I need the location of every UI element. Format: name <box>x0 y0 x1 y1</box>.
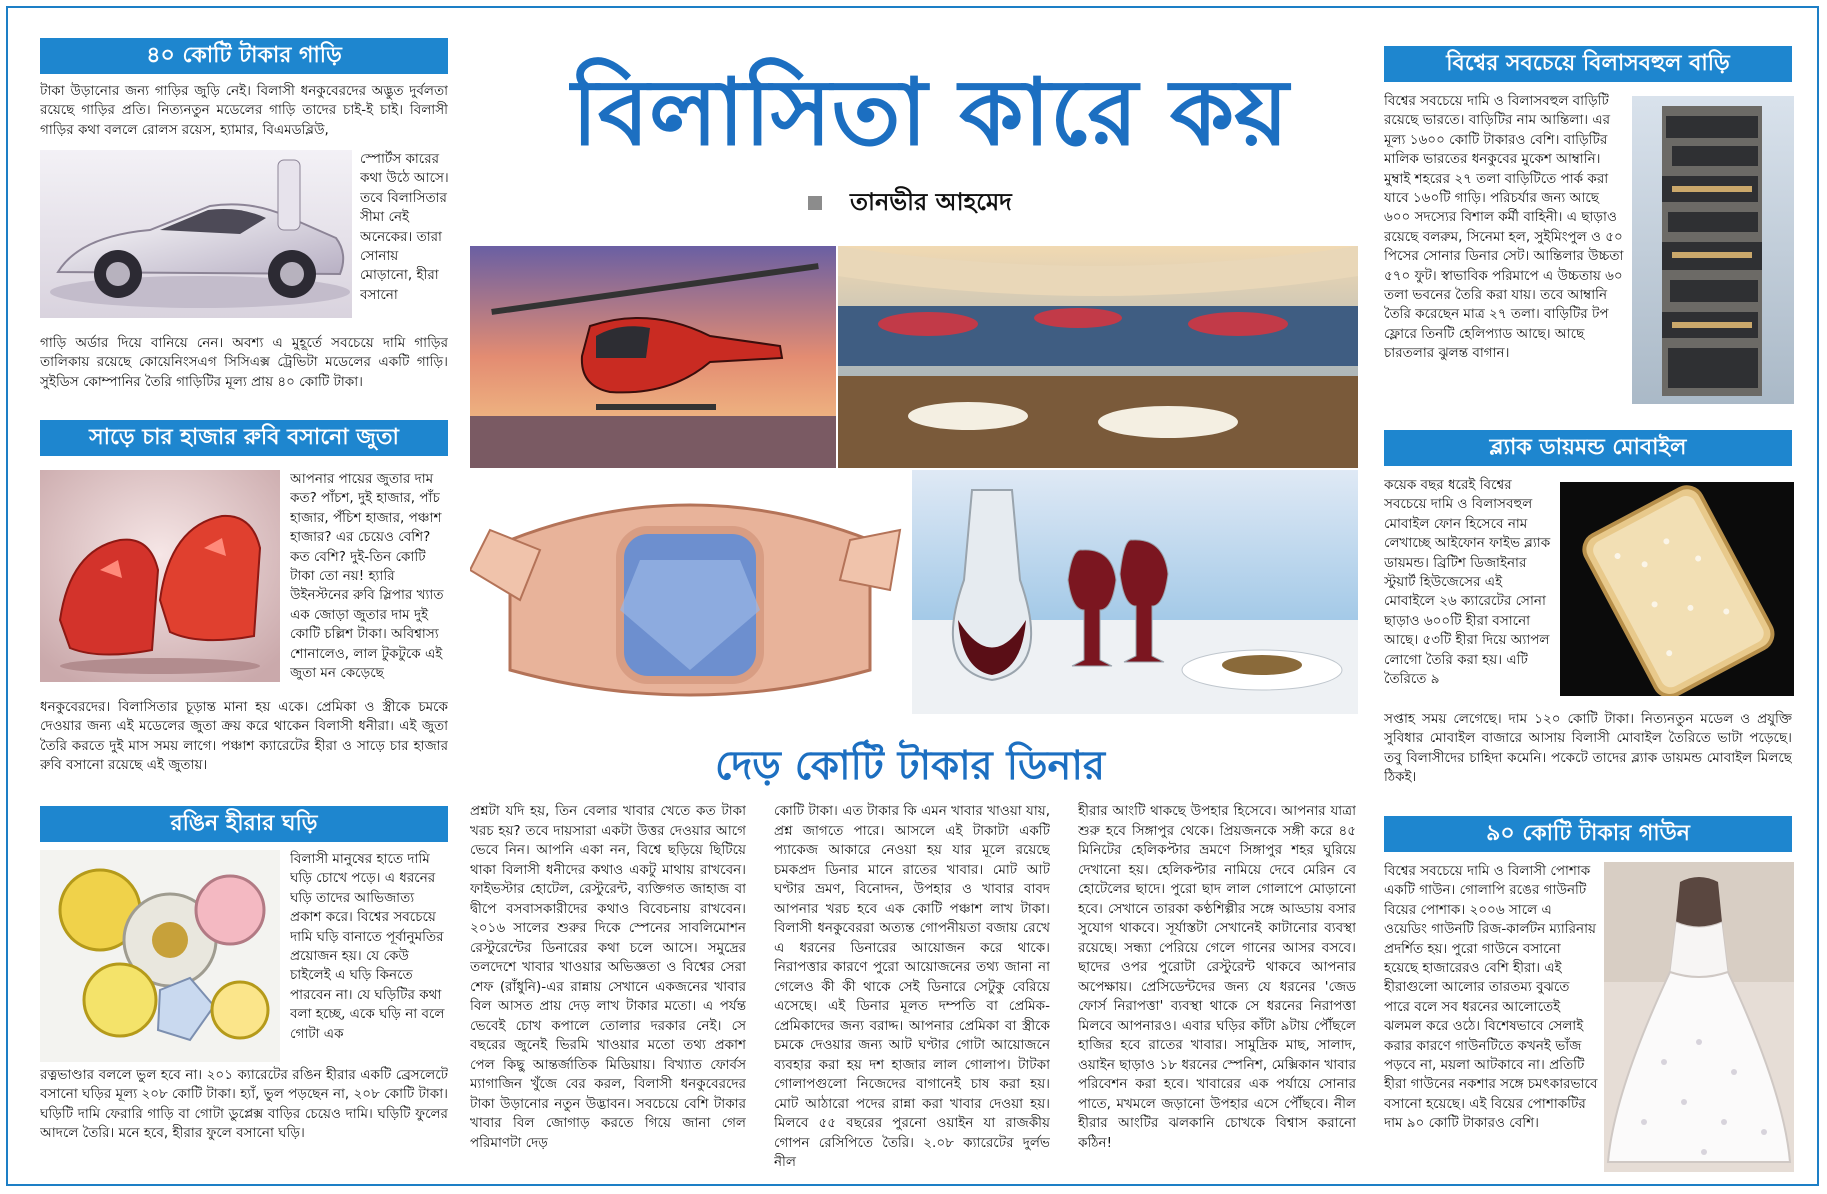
watch-text-side: বিলাসী মানুষের হাতে দামি ঘড়ি চোখে পড়ে। এ ধরনের ঘড়ি তাদের আভিজাত্য প্রকাশ করে। বিশ্বের সবচেয়ে দামি ঘড়ি বানাতে পূর্বানুমতির প্রয়োজন হয়। যে কেউ চাইলেই এ ঘড়ি কিনতে পারবেন না। যে ঘড়িটির কথা বলা হচ্ছে, একে ঘড়ি না বলে গোটা এক <box>290 851 445 1042</box>
dinner-column-1: প্রশ্নটা যদি হয়, তিন বেলার খাবার খেতে কত টাকা খরচ হয়? তবে দায়সারা একটা উত্তর দেওয়ার আগে ভেবে নিন। আপনি একা নন, বিশ্বে ছড়িয়ে ছিটিয়ে থাকা বিলাসী ধনীদের কথাও একটু মাথায় রাখবেন। ফাইভস্টার হোটেল, রেস্টুরেন্ট, ব্যক্তিগত জাহাজ বা দ্বীপে বসবাসকারীদের কথাও বিবেচনায় রাখবেন। ২০১৬ সালের শুরুর দিকে স্পেনের সাবলিমোশন রেস্টুরেন্টের ডিনারের কথা চলে আসে। সমুদ্রের তলদেশে খাবার খাওয়ার অভিজ্ঞতা ও বিশ্বের সেরা শেফ (রাঁধুনি)-এর রান্নায় সেখানে একজনের খাবার বিল আসত প্রায় দেড় লাখ টাকার মতো। এ পর্যন্ত ভেবেই চোখ কপালে তোলার দরকার নেই। সে বছরের জুনেই ভিরমি খাওয়ার মতো তথ্য প্রকাশ পেল কিছু আন্তর্জাতিক মিডিয়ায়। বিখ্যাত ফোর্বস ম্যাগাজিন খুঁজে বের করল, বিলাসী ধনকুবেরদের টাকা উড়ানোর নতুন উদ্ভাবন। সবচেয়ে বেশি টাকার খাবার বিল জোগাড় করতে গিয়ে জানা গেল পরিমাণটা দেড় <box>470 803 746 1151</box>
car-section-heading: ৪০ কোটি টাকার গাড়ি <box>40 38 448 74</box>
mobile-section-heading: ব্ল্যাক ডায়মন্ড মোবাইল <box>1384 430 1792 466</box>
shoes-text-side: আপনার পায়ের জুতার দাম কত? পাঁচশ, দুই হাজার, পাঁচ হাজার, পঁচিশ হাজার, পঞ্চাশ হাজার? এর চেয়েও বেশি? কত বেশি? দুই-তিন কোটি টাকা তো নয়! হ্যারি উইনস্টনের রুবি স্লিপার খ্যাত এক জোড়া জুতার দাম দুই কোটি চল্লিশ টাকা। অবিশ্বাস্য শোনালেও, লাল টুকটুকে এই জুতা মন কেড়েছে <box>290 471 444 682</box>
mobile-text-bottom: সপ্তাহ সময় লেগেছে। দাম ১২০ কোটি টাকা। নিত্যনতুন মডেল ও প্রযুক্তি সুবিধার মোবাইল বাজারে আসায় বিলাসী মোবাইল তৈরিতে ভাটা পড়েছে। তবু বিলাসীদের চাহিদা কমেনি। পকেটে তাদের ব্ল্যাক ডায়মন্ড মোবাইল মিলছে ঠিকই। <box>1384 711 1792 786</box>
gown-text: বিশ্বের সবচেয়ে দামি ও বিলাসী পোশাক একটি গাউন। গোলাপি রঙের গাউনটি বিয়ের পোশাক। ২০০৬ সালে এ ওয়েডিং গাউনটি রিজ-কার্লটন ম্যারিনায় প্রদর্শিত হয়। পুরো গাউনে বসানো হয়েছে হাজারেরও বেশি হীরা। এই হীরাগুলো আলোর তারতম্য বুঝতে পারে বলে সব ধরনের আলোতেই ঝলমল করে ওঠে। বিশেষভাবে সেলাই করার কারণে গাউনটিতে কখনই ভাঁজ পড়বে না, ময়লা আটকাবে না। প্রতিটি হীরা গাউনের নকশার সঙ্গে চমৎকারভাবে বসানো হয়েছে। এই বিয়ের পোশাকটির দাম ৯০ কোটি টাকারও বেশি। <box>1384 863 1598 1132</box>
car-photo <box>40 150 352 318</box>
dinner-heading: দেড় কোটি টাকার ডিনার <box>715 743 1105 789</box>
byline-bullet <box>808 196 822 210</box>
page-headline: বিলাসিতা কারে কয় <box>571 59 1289 166</box>
gown-section-heading: ৯০ কোটি টাকার গাউন <box>1384 816 1792 852</box>
wine-dinner-photo <box>912 470 1358 714</box>
byline: তানভীর আহমেদ <box>850 188 1012 216</box>
rooftop-restaurant-photo <box>838 246 1358 468</box>
ruby-shoes-photo <box>40 470 280 682</box>
dinner-column-2: কোটি টাকা। এত টাকার কি এমন খাবার খাওয়া যায়, প্রশ্ন জাগতে পারে। আসলে এই টাকাটা একটি প্যাকেজ আকারে নেওয়া হয় যার মূলে রয়েছে চমকপ্রদ ডিনার মানে রাতের খাবার। মোট আট ঘণ্টার ভ্রমণ, বিনোদন, উপহার ও খাবার বাবদ আপনার খরচ হবে এক কোটি পঞ্চাশ লাখ টাকা। বিলাসী ধনকুবেররা অত্যন্ত গোপনীয়তা বজায় রেখে এ ধরনের ডিনারের আয়োজন করে থাকে। নিরাপত্তার কারণে পুরো আয়োজনের তথ্য জানা না গেলেও কী কী থাকে সেই ডিনারে সেটুকু বেরিয়ে এসেছে। এই ডিনার মূলত দম্পতি বা প্রেমিক-প্রেমিকাদের জন্য বরাদ্দ। আপনার প্রেমিকা বা স্ত্রীকে চমকে দেওয়ার জন্য আট ঘণ্টার গোটা আয়োজনে ব্যবহার করা হয় দশ হাজার লাল গোলাপ। টাটকা গোলাপগুলো নিজেদের বাগানেই চাষ করা হয়। মোট আঠারো পদের রান্না করা খাবার দেওয়া হয়। মিলবে ৫৫ বছরের পুরনো ওয়াইন যা রাজকীয় গোপন রেসিপিতে তৈরি। ২.০৮ ক্যারেটের দুর্লভ নীল <box>774 803 1050 1170</box>
helicopter-photo <box>470 246 836 468</box>
car-text-side: স্পোর্টস কারের কথা উঠে আসে। তবে বিলাসিতার সীমা নেই অনেকের। তারা সোনায় মোড়ানো, হীরা বসানো <box>360 151 449 303</box>
house-text: বিশ্বের সবচেয়ে দামি ও বিলাসবহুল বাড়িটি রয়েছে ভারতে। বাড়িটির নাম আন্তিলা। এর মূল্য ১৬০০ কোটি টাকারও বেশি। বাড়িটির মালিক ভারতের ধনকুবের মুকেশ আম্বানি। মুম্বাই শহরের ২৭ তলা বাড়িটিতে পার্ক করা যাবে ১৬০টি গাড়ি। পরিচর্যার জন্য আছে ৬০০ সদস্যের বিশাল কর্মী বাহিনী। এ ছাড়াও রয়েছে বলরুম, সিনেমা হল, সুইমিংপুল ও ৫০ পিসের সোনার ডিনার সেট। আন্তিলার উচ্চতা ৫৭০ ফুট। স্বাভাবিক পরিমাপে এ উচ্চতায় ৬০ তলা ভবনের তৈরি করা যায়। তবে আম্বানি তৈরি করেছেন মাত্র ২৭ তলা। বাড়িটির টপ ফ্লোরে তিনটি হেলিপ্যাড আছে। আছে চারতলার ঝুলন্ত বাগান। <box>1384 93 1624 362</box>
mobile-text-side: কয়েক বছর ধরেই বিশ্বের সবচেয়ে দামি ও বিলাসবহুল মোবাইল ফোন হিসেবে নাম লেখাচ্ছে আইফোন ফাইভ ব্ল্যাক ডায়মন্ড। ব্রিটিশ ডিজাইনার স্টুয়ার্ট হিউজেসের এই মোবাইলে ২৬ ক্যারেটের সোনা ছাড়াও ৬০০টি হীরা বসানো আছে। ৫৩টি হীরা দিয়ে অ্যাপল লোগো তৈরি করা হয়। এটি তৈরিতে ৯ <box>1384 477 1551 688</box>
diamond-gown-photo <box>1604 862 1794 1172</box>
car-text-bottom: গাড়ি অর্ডার দিয়ে বানিয়ে নেন। অবশ্য এ মুহূর্তে সবচেয়ে দামি গাড়ির তালিকায় রয়েছে কোয়েনিংসএগ সিসিএক্স ট্রেভিটা মডেলের একটি গাড়ি। সুইডিস কোম্পানির তৈরি গাড়িটির মূল্য প্রায় ৪০ কোটি টাকা। <box>40 335 448 390</box>
diamond-watch-photo <box>40 850 280 1062</box>
black-diamond-iphone-photo <box>1560 482 1794 696</box>
watch-section-heading: রঙিন হীরার ঘড়ি <box>40 806 448 842</box>
house-section-heading: বিশ্বের সবচেয়ে বিলাসবহুল বাড়ি <box>1384 46 1792 82</box>
blue-diamond-ring-photo <box>470 470 910 714</box>
shoes-section-heading: সাড়ে চার হাজার রুবি বসানো জুতা <box>40 420 448 456</box>
antilia-tower-photo <box>1632 96 1794 404</box>
dinner-column-3: হীরার আংটি থাকছে উপহার হিসেবে। আপনার যাত্রা শুরু হবে সিঙ্গাপুর থেকে। প্রিয়জনকে সঙ্গী করে ৪৫ মিনিটের হেলিকপ্টার ভ্রমণে সিঙ্গাপুর শহর ঘুরিয়ে দেখানো হয়। হেলিকপ্টার নামিয়ে দেবে মেরিন বে হোটেলের ছাদে। পুরো ছাদ লাল গোলাপে মোড়ানো হবে। সেখানে তারকা কণ্ঠশিল্পীর সঙ্গে আড্ডায় বসার সুযোগ থাকবে। সূর্যাস্তটা সেখানেই কাটানোর ব্যবস্থা রয়েছে। সন্ধ্যা পেরিয়ে গেলে গানের আসর বসবে। ছাদের ওপর পুরোটা রেস্টুরেন্ট থাকবে আপনার অপেক্ষায়। প্রেসিডেন্টদের জন্য যে ধরনের 'জেড ফোর্স নিরাপত্তা' ব্যবস্থা থাকে সে ধরনের নিরাপত্তা মিলবে আপনারও। এবার ঘড়ির কাঁটা ৯টায় পৌঁছলে হাজির হবে রাতের খাবার। সামুদ্রিক মাছ, সালাদ, ওয়াইন ছাড়াও ১৮ ধরনের স্পেনিশ, মেক্সিকান খাবার পরিবেশন করা হবে। খাবারের এক পর্যায়ে সোনার পাতে, মখমলে জড়ানো উপহার এসে পৌঁছবে। নীল হীরার আংটির ঝলকানি চোখকে বিশ্বাস করানো কঠিন! <box>1078 803 1356 1151</box>
watch-text-bottom: রত্নভাণ্ডার বললে ভুল হবে না। ২০১ ক্যারেটের রঙিন হীরার একটি ব্রেসলেটে বসানো ঘড়ির মূল্য ২০৮ কোটি টাকা। হ্যাঁ, ভুল পড়ছেন না, ২০৮ কোটি টাকা। ঘড়িটি দামি ফেরারি গাড়ি বা গোটা ডুপ্লেক্স বাড়ির চেয়েও দামি। ঘড়িটি ফুলের আদলে তৈরি। মনে হবে, হীরার ফুলে বসানো ঘড়ি। <box>40 1067 448 1142</box>
shoes-text-bottom: ধনকুবেরদের। বিলাসিতার চূড়ান্ত মানা হয় একে। প্রেমিকা ও স্ত্রীকে চমকে দেওয়ার জন্য এই মডেলের জুতা ক্রয় করে থাকেন বিলাসী ধনীরা। এই জুতা তৈরি করতে দুই মাস সময় লাগে। পঞ্চাশ ক্যারেটের হীরা ও সাড়ে চার হাজার রুবি বসানো রয়েছে এই জুতায়। <box>40 699 448 774</box>
car-text-top: টাকা উড়ানোর জন্য গাড়ির জুড়ি নেই। বিলাসী ধনকুবেরদের অদ্ভুত দুর্বলতা রয়েছে গাড়ির প্রতি। নিত্যনতুন মডেলের গাড়ি তাদের চাই-ই চাই। বিলাসী গাড়ির কথা বললে রোলস রয়েস, হ্যামার, বিএমডব্লিউ, <box>40 83 448 138</box>
